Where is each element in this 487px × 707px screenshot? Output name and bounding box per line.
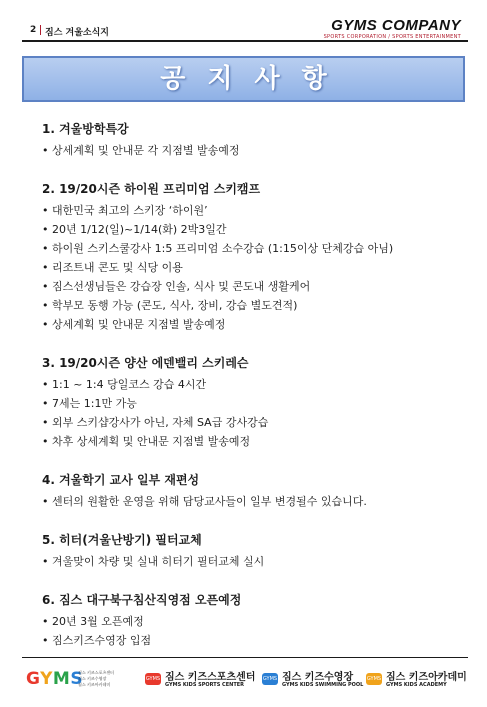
bullet-icon: • [42, 144, 49, 157]
notice-section [42, 472, 462, 511]
bullet-icon: • [42, 555, 49, 568]
item-text: 7세는 1:1만 가능 [52, 397, 137, 410]
item-text: 하이원 스키스쿨강사 1:5 프리미엄 소수강습 (1:15이상 단체강습 아님) [52, 242, 394, 255]
bullet-icon: • [42, 615, 49, 628]
logo-line: 짐스 키즈스포츠센터 [78, 670, 115, 675]
logo-line: 짐스 키즈아카데미 [78, 682, 111, 687]
list-item [42, 220, 462, 239]
list-item [42, 239, 462, 258]
list-item [42, 141, 462, 160]
list-item [42, 296, 462, 315]
item-text: 차후 상세계획 및 안내문 지점별 발송예정 [52, 435, 251, 448]
swimming-icon: GYMS [262, 673, 278, 685]
list-item [42, 201, 462, 220]
bullet-icon: • [42, 204, 49, 217]
bullet-icon: • [42, 299, 49, 312]
brand-subtitle: SPORTS CORPORATION / SPORTS ENTERTAINMENT [323, 34, 461, 40]
bullet-icon: • [42, 634, 49, 647]
bullet-icon: • [42, 397, 49, 410]
section-title: 6. 짐스 대구북구침산직영점 오픈예정 [42, 593, 242, 607]
header-separator [40, 25, 41, 35]
header-rule [22, 40, 468, 42]
footer-item-sub: GYMS KIDS SWIMMING POOL [282, 682, 364, 688]
brand-name: GYMS COMPANY [331, 17, 461, 34]
notice-section [42, 592, 462, 650]
item-text: 20년 1/12(일)~1/14(화) 2박3일간 [52, 223, 227, 236]
notice-section [42, 532, 462, 571]
brand-logo [324, 18, 461, 40]
footer-item-name: 짐스 키즈수영장 [282, 672, 354, 683]
bullet-icon: • [42, 261, 49, 274]
logo-caption [78, 670, 114, 688]
bullet-icon: • [42, 242, 49, 255]
item-text: 센터의 원활한 운영을 위해 담당교사들이 일부 변경될수 있습니다. [52, 495, 367, 508]
notice-section [42, 121, 462, 160]
item-text: 20년 3월 오픈예정 [52, 615, 144, 628]
logo-line: 짐스 키즈수영장 [78, 676, 107, 681]
notice-banner [22, 56, 465, 102]
footer-item-sub: GYMS KIDS ACADEMY [386, 682, 447, 688]
item-text: 리조트내 콘도 및 식당 이용 [52, 261, 183, 274]
footer-item-name: 짐스 키즈아카데미 [386, 672, 467, 683]
list-item [42, 631, 462, 650]
item-text: 외부 스키샵강사가 아닌, 자체 SA급 강사강습 [52, 416, 269, 429]
kids-sports-icon: GYMS [145, 673, 161, 685]
academy-icon: GYMS [366, 673, 382, 685]
footer-item-name: 짐스 키즈스포츠센터 [165, 672, 256, 683]
page-header [0, 0, 487, 44]
list-item [42, 258, 462, 277]
bullet-icon: • [42, 378, 49, 391]
newsletter-label: 짐스 겨울소식지 [45, 28, 109, 38]
footer-item-sub: GYMS KIDS SPORTS CENTER [165, 682, 244, 688]
section-title: 5. 히터(겨울난방기) 필터교체 [42, 533, 202, 547]
notice-list [42, 121, 462, 671]
notice-section [42, 355, 462, 451]
bullet-icon: • [42, 318, 49, 331]
list-item [42, 552, 462, 571]
list-item [42, 315, 462, 334]
list-item [42, 612, 462, 631]
gyms-logo [26, 667, 134, 695]
section-title: 4. 겨울학기 교사 일부 재편성 [42, 473, 200, 487]
notice-section [42, 181, 462, 334]
logo-text: GYMS [26, 669, 84, 689]
bullet-icon: • [42, 435, 49, 448]
item-text: 짐스선생님들은 강습장 인솔, 식사 및 콘도내 생활케어 [52, 280, 311, 293]
footer-rule [22, 657, 468, 658]
bullet-icon: • [42, 495, 49, 508]
item-text: 짐스키즈수영장 입점 [52, 634, 152, 647]
bullet-icon: • [42, 416, 49, 429]
section-title: 1. 겨울방학특강 [42, 122, 129, 136]
item-text: 상세계획 및 안내문 지점별 발송예정 [52, 318, 226, 331]
list-item [42, 394, 462, 413]
bullet-icon: • [42, 280, 49, 293]
banner-title: 공지사항 [160, 64, 349, 94]
item-text: 겨울맞이 차량 및 실내 히터기 필터교체 실시 [52, 555, 265, 568]
bullet-icon: • [42, 223, 49, 236]
item-text: 상세계획 및 안내문 각 지점별 발송예정 [52, 144, 240, 157]
item-text: 대한민국 최고의 스키장 ‘하이원’ [52, 204, 208, 217]
list-item [42, 413, 462, 432]
section-title: 2. 19/20시즌 하이원 프리미엄 스키캠프 [42, 182, 261, 196]
item-text: 학부모 동행 가능 (콘도, 식사, 장비, 강습 별도견적) [52, 299, 298, 312]
list-item [42, 432, 462, 451]
list-item [42, 277, 462, 296]
list-item [42, 375, 462, 394]
list-item [42, 492, 462, 511]
item-text: 1:1 ~ 1:4 당일코스 강습 4시간 [52, 378, 207, 391]
section-title: 3. 19/20시즌 양산 에덴밸리 스키레슨 [42, 356, 249, 370]
page-number: 2 [30, 25, 37, 35]
